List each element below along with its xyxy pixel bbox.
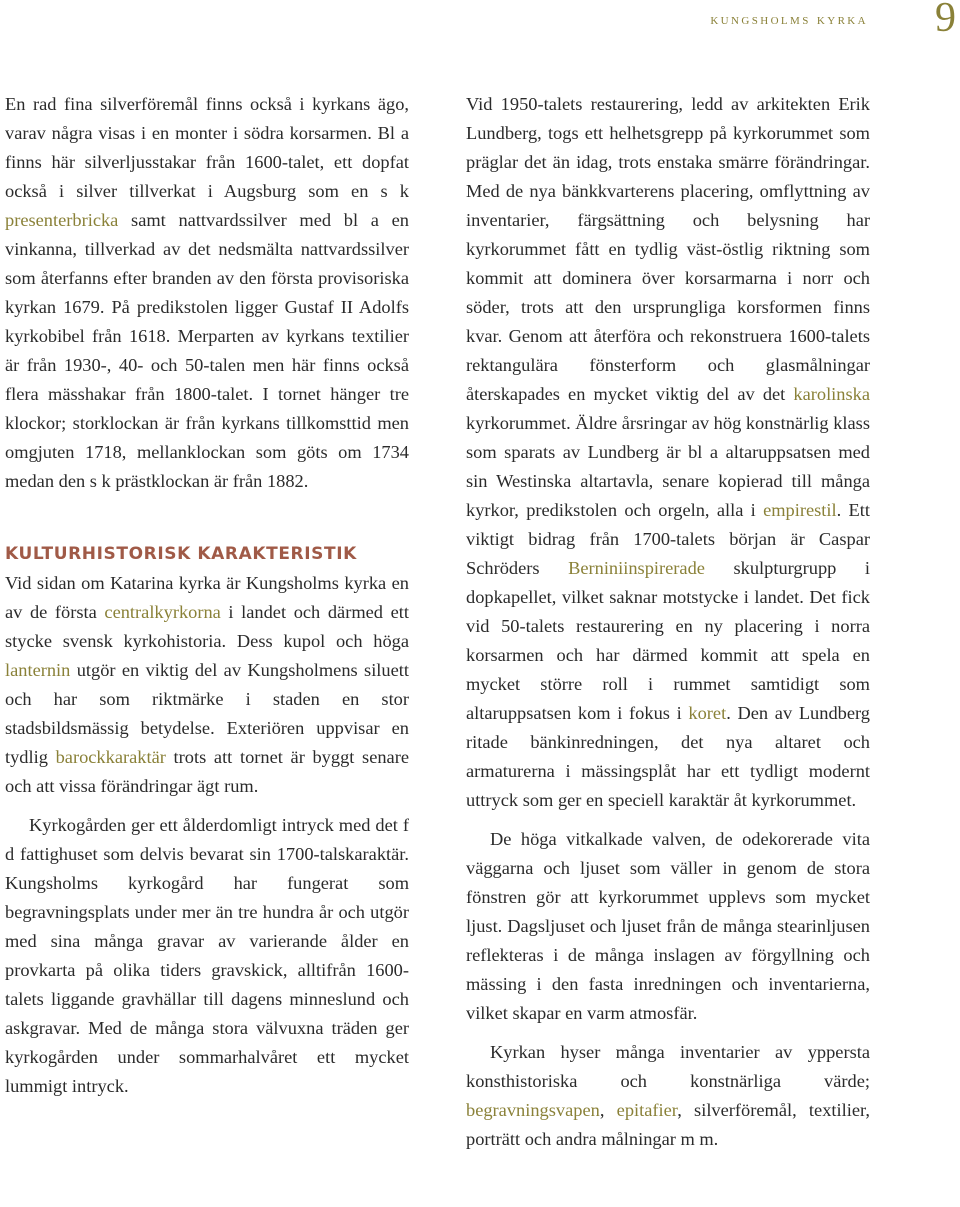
glossary-term-koret[interactable]: koret	[688, 703, 727, 723]
section-heading: KULTURHISTORISK KARAKTERISTIK	[5, 544, 357, 564]
paragraph-light: De höga vitkalkade valven, de odekorerade vita väggarna och ljuset som väller in genom de stora fönstren gör att kyrkorummet upplevs som mycket ljust. Dagsljuset och ljuset från de många stearinljusen reflekteras i de många inslagen av förgyllning och mässing i den fasta inredningen och inventarierna, vilket skapar en varm atmosfär.	[466, 829, 870, 1023]
glossary-term-centralkyrkorna[interactable]: centralkyrkorna	[104, 602, 221, 622]
paragraph-silver: En rad fina silverföremål finns också i kyrkans ägo, varav några visas i en monter i södra korsarmen. Bl a finns här silverljusstakar från 1600-talet, ett dopfat också i silver tillverkat i Augsburg som en s k presenterbricka samt nattvardssilver med bl a en vinkanna, tillverkad av det nedsmälta nattvardssilver som återfanns efter branden av den första provisoriska kyrkan 1679. På predikstolen ligger Gustaf II Adolfs kyrkobibel från 1618. Merparten av kyrkans textilier är från 1930-, 40- och 50-talen men här finns också flera mässhakar från 1800-talet. I tornet hänger tre klockor; storklockan är från kyrkans tillkomsttid men omgjuten 1718, mellanklockan som göts om 1734 medan den s k prästklockan är från 1882.	[5, 94, 409, 491]
glossary-term-epitafier[interactable]: epitafier	[616, 1100, 678, 1120]
page-number: 9	[935, 0, 956, 41]
paragraph-inventory: Kyrkan hyser många inventarier av yppersta konsthistoriska och konstnärliga värde; begravningsvapen, epitafier, silverföremål, textilier, porträtt och andra målningar m m.	[466, 1042, 870, 1149]
left-column	[5, 90, 409, 1101]
paragraph-churchyard: Kyrkogården ger ett ålderdomligt intryck med det f d fattighuset som delvis bevarat sin 1700-talskaraktär. Kungsholms kyrkogård har fungerat som begravningsplats under mer än tre hundra år och utgör med sina många gravar av varierande ålder en provkarta på olika tiders gravskick, alltifrån 1600-talets liggande gravhällar till dagens minneslund och askgravar. Med de många stora välvuxna träden ger kyrkogården under sommarhalvåret ett mycket lummigt intryck.	[5, 815, 409, 1096]
glossary-term-berniniinspirerade[interactable]: Berniniinspirerade	[568, 558, 705, 578]
glossary-term-lanternin[interactable]: lanternin	[5, 660, 71, 680]
paragraph-restoration: Vid 1950-talets restaurering, ledd av arkitekten Erik Lundberg, togs ett helhetsgrepp på kyrkorummet som präglar det än idag, trots enstaka smärre förändringar. Med de nya bänkkvarterens placering, omflyttning av inventarier, färgsättning och belysning har kyrkorummet fått en tydlig väst-östlig riktning som kommit att dominera över korsarmarna i norr och söder, trots att den ursprungliga korsformen finns kvar. Genom att återföra och rekonstruera 1600-talets rektangulära fönsterform och glasmålningar återskapades en mycket viktig del av det karolinska kyrkorummet. Äldre årsringar av hög konstnärlig klass som sparats av Lundberg är bl a altaruppsatsen med sin Westinska altartavla, senare kopierad till många kyrkor, predikstolen och orgeln, alla i empirestil. Ett viktigt bidrag från 1700-talets början är Caspar Schröders Berniniinspirerade skulpturgrupp i dopkapellet, vilket saknar motstycke i landet. Det fick vid 50-talets restaurering en ny placering i norra korsarmen och har därmed kommit att spela en mycket större roll i rummet samtidigt som altaruppsatsen kom i fokus i koret. Den av Lundberg ritade bänkinredningen, det nya altaret och armaturerna i mässingsplåt har ett tydligt modernt uttryck som ger en speciell karaktär åt kyrkorummet.	[466, 94, 870, 810]
glossary-term-barockkaraktar[interactable]: barockkaraktär	[55, 747, 166, 767]
glossary-term-presenterbricka[interactable]: presenterbricka	[5, 210, 119, 230]
running-head: kungsholms kyrka	[710, 12, 868, 28]
paragraph-characteristics: Vid sidan om Katarina kyrka är Kungsholms kyrka en av de första centralkyrkorna i landet och därmed ett stycke svensk kyrkohistoria. Dess kupol och höga lanternin utgör en viktig del av Kungsholmens siluett och har som riktmärke i staden en stor stadsbildsmässig betydelse. Exteriören uppvisar en tydlig barockkaraktär trots att tornet är byggt senare och att vissa förändringar ägt rum.	[5, 573, 410, 796]
right-column	[466, 90, 870, 1154]
glossary-term-begravningsvapen[interactable]: begravningsvapen	[466, 1100, 600, 1120]
glossary-term-empirestil[interactable]: empirestil	[763, 500, 837, 520]
glossary-term-karolinska[interactable]: karolinska	[793, 384, 870, 404]
